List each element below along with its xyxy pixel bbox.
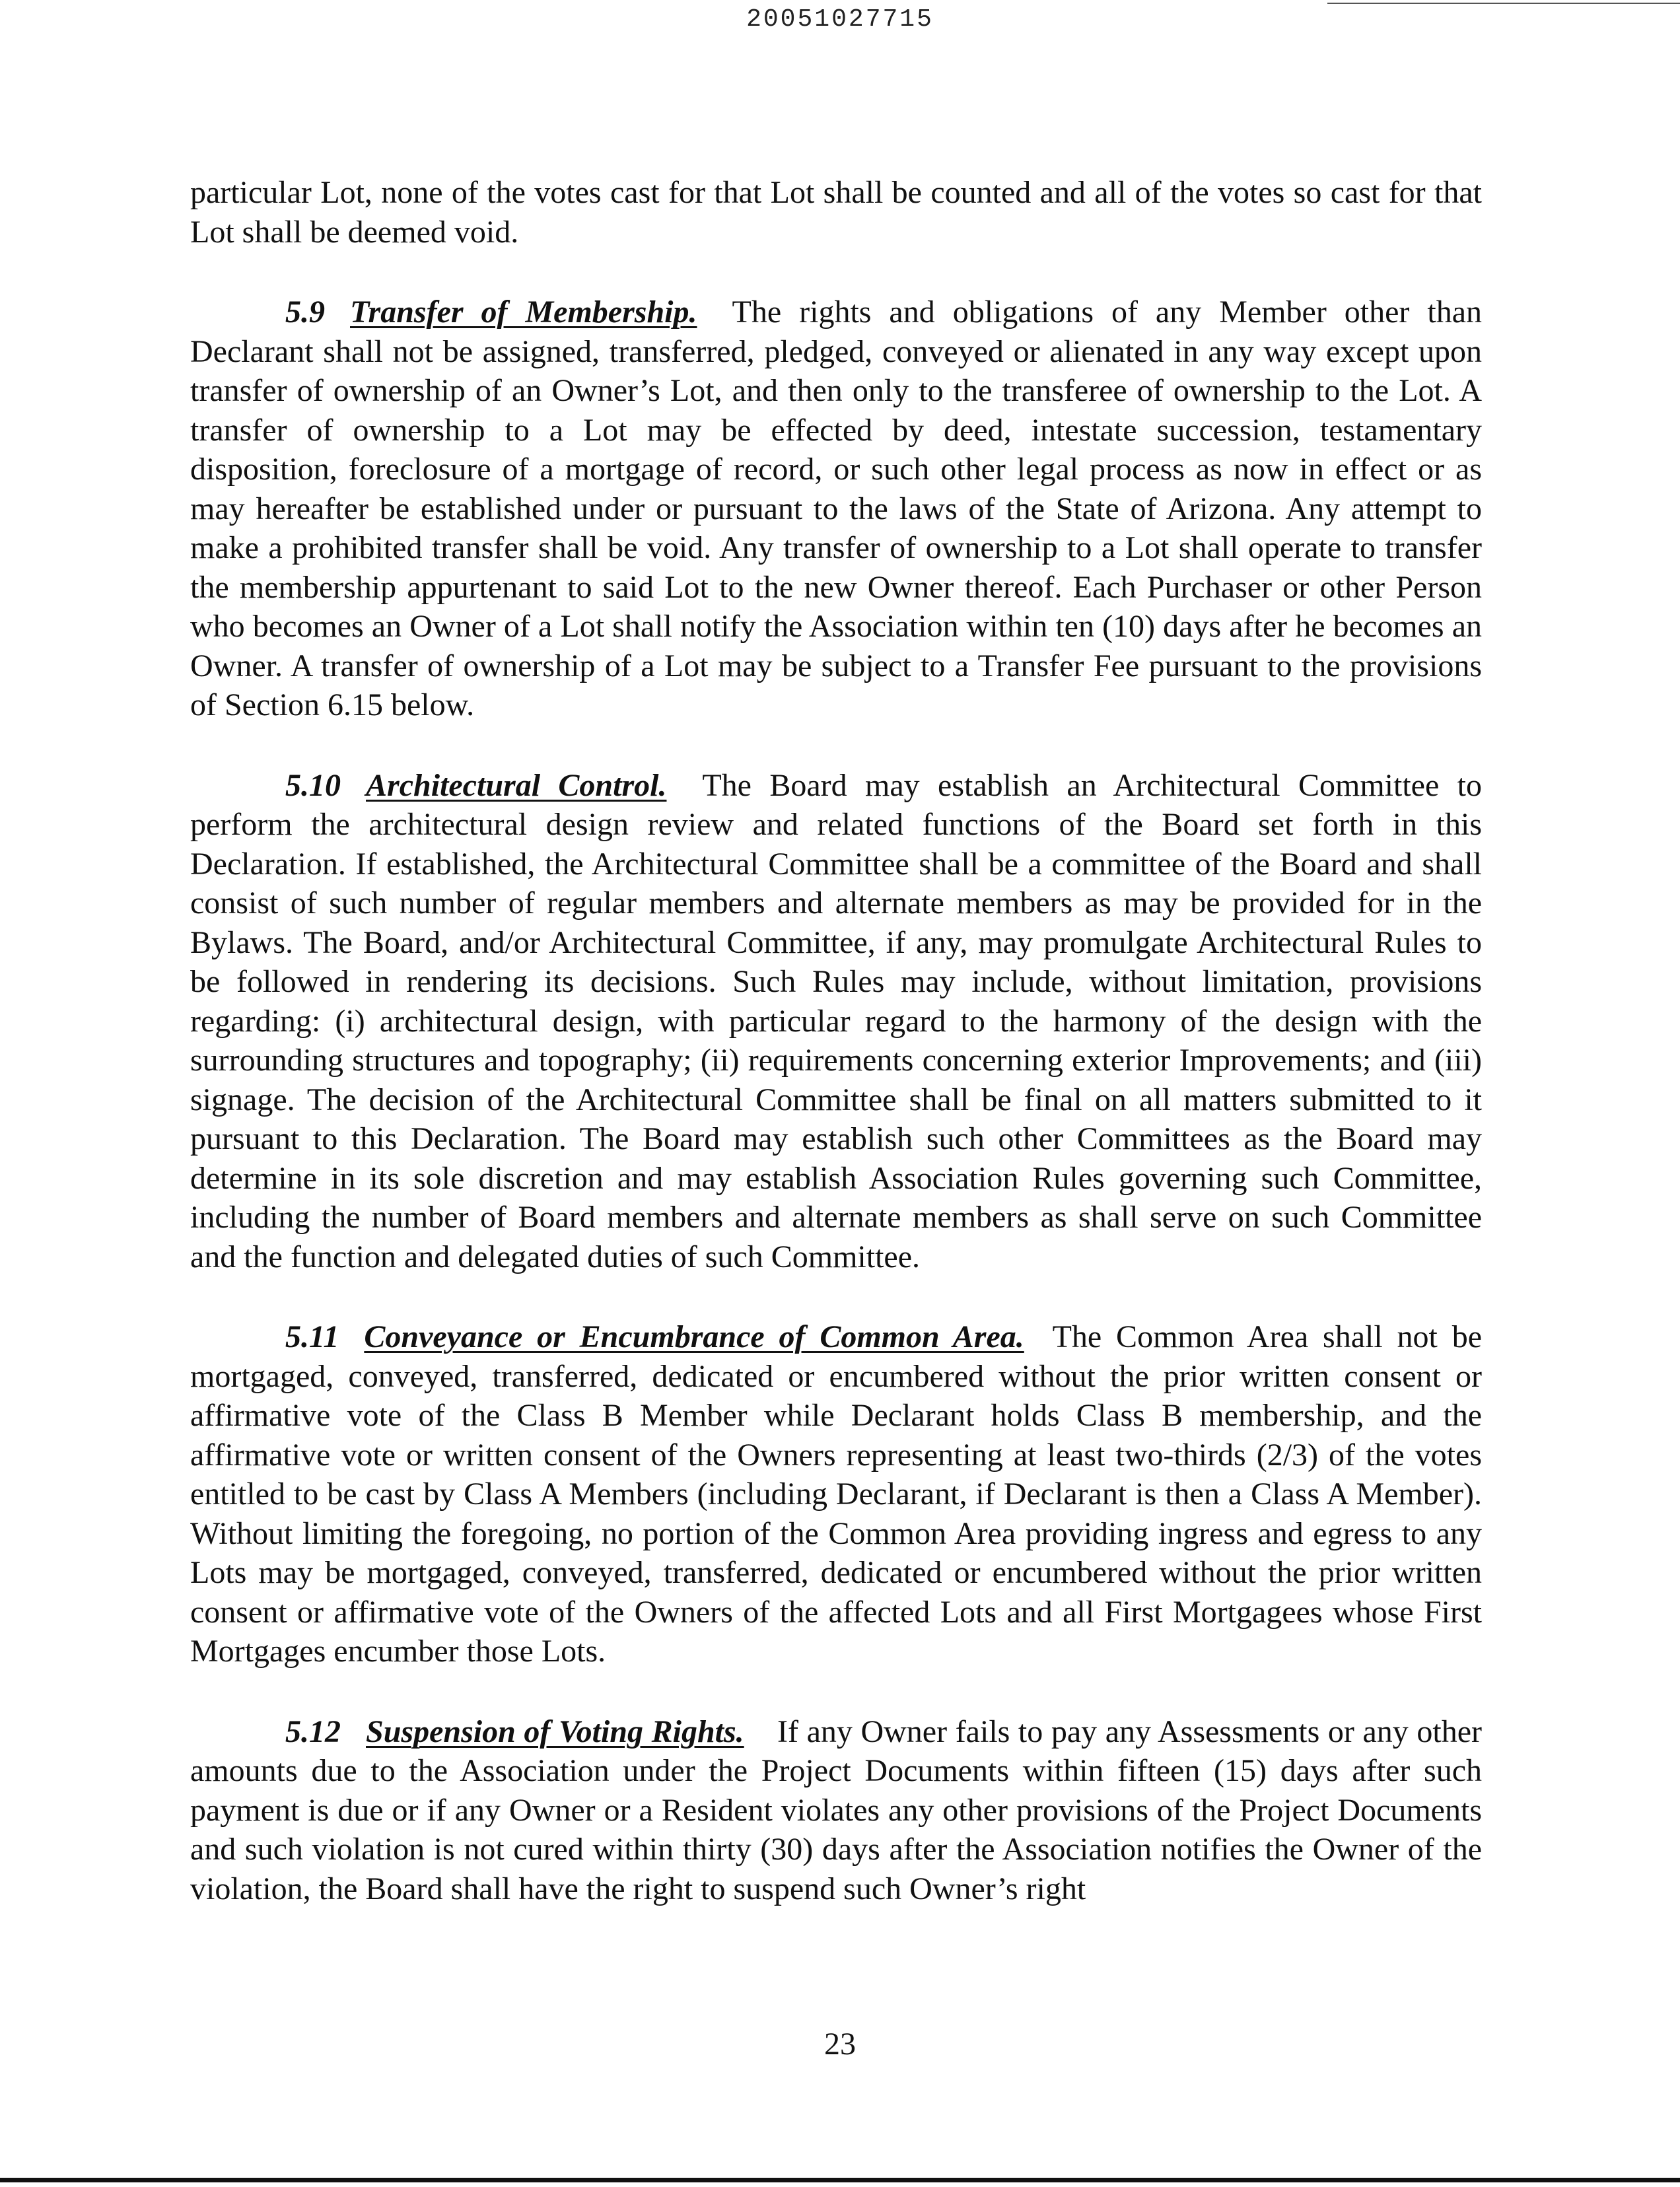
section-number: 5.10: [285, 767, 341, 803]
section-5-9: [190, 293, 1482, 725]
section-number: 5.12: [285, 1714, 341, 1749]
continuation-paragraph: particular Lot, none of the votes cast for that Lot shall be counted and all of the votes so cast for that Lot shall be deemed void.: [190, 175, 1482, 250]
section-5-12: [190, 1712, 1482, 1909]
page-number: 23: [824, 2027, 856, 2062]
top-edge-rule: [1327, 3, 1680, 4]
section-title: Suspension of Voting Rights.: [366, 1714, 744, 1749]
section-title: Architectural Control.: [366, 767, 667, 803]
section-number: 5.9: [285, 295, 325, 330]
section-number: 5.11: [285, 1319, 339, 1354]
document-body: [190, 173, 1482, 1908]
bottom-edge-rule: [0, 2178, 1680, 2182]
section-title: Conveyance or Encumbrance of Common Area.: [364, 1319, 1024, 1354]
section-5-11: [190, 1317, 1482, 1671]
section-title: Transfer of Membership.: [350, 295, 697, 330]
section-5-10: [190, 766, 1482, 1277]
section-text: If any Owner fails to pay any Assessments or any other amounts due to the Association under the Project Documents within fifteen (15) days after such payment is due or if any Owner or a Resident violates any other provisions of the Project Documents and such violation is not cured within thirty (30) days after the Association notifies the Owner of the violation, the Board shall have the right to suspend such Owner’s right: [190, 1714, 1483, 1906]
section-text: The rights and obligations of any Member other than Declarant shall not be assigned, transferred, pledged, conveyed or alienated in any way except upon transfer of ownership of an Owner’s Lot, and then only to the transferee of ownership to the Lot. A transfer of ownership to a Lot may be effected by deed, intestate succession, testamentary disposition, foreclosure of a mortgage of record, or such other legal process as now in effect or as may hereafter be established under or pursuant to the laws of the State of Arizona. Any attempt to make a prohibited transfer shall be void. Any transfer of ownership to a Lot shall operate to transfer the membership appurtenant to said Lot to the new Owner thereof. Each Purchaser or other Person who becomes an Owner of a Lot shall notify the Association within ten (10) days after he becomes an Owner. A transfer of ownership of a Lot may be subject to a Transfer Fee pursuant to the provisions of Section 6.15 below.: [190, 295, 1482, 722]
section-text: The Board may establish an Architectural Committee to perform the architectural design review and related functions of the Board set forth in this Declaration. If established, the Architectural Committee shall be a committee of the Board and shall consist of such number of regular members and alternate members as may be provided for in the Bylaws. The Board, and/or Architectural Committee, if any, may promulgate Architectural Rules to be followed in rendering its decisions. Such Rules may include, without limitation, provisions regarding: (i) architectural design, with particular regard to the harmony of the design with the surrounding structures and topography; (ii) requirements concerning exterior Improvements; and (iii) signage. The decision of the Architectural Committee shall be final on all matters submitted to it pursuant to this Declaration. The Board may establish such other Committees as the Board may determine in its sole discretion and may establish Association Rules governing such Committee, including the number of Board members and alternate members as shall serve on such Committee and the function and delegated duties of such Committee.: [190, 767, 1483, 1274]
document-number: 20051027715: [746, 5, 934, 34]
section-text: The Common Area shall not be mortgaged, conveyed, transferred, dedicated or encumbered without the prior written consent or affirmative vote of the Class B Member while Declarant holds Class B membership, and the affirmative vote or written consent of the Owners representing at least two-thirds (2/3) of the votes entitled to be cast by Class A Members (including Declarant, if Declarant is then a Class A Member). Without limiting the foregoing, no portion of the Common Area providing ingress and egress to any Lots may be mortgaged, conveyed, transferred, dedicated or encumbered without the prior written consent or affirmative vote of the Owners of the affected Lots and all First Mortgagees whose First Mortgages encumber those Lots.: [190, 1319, 1482, 1669]
